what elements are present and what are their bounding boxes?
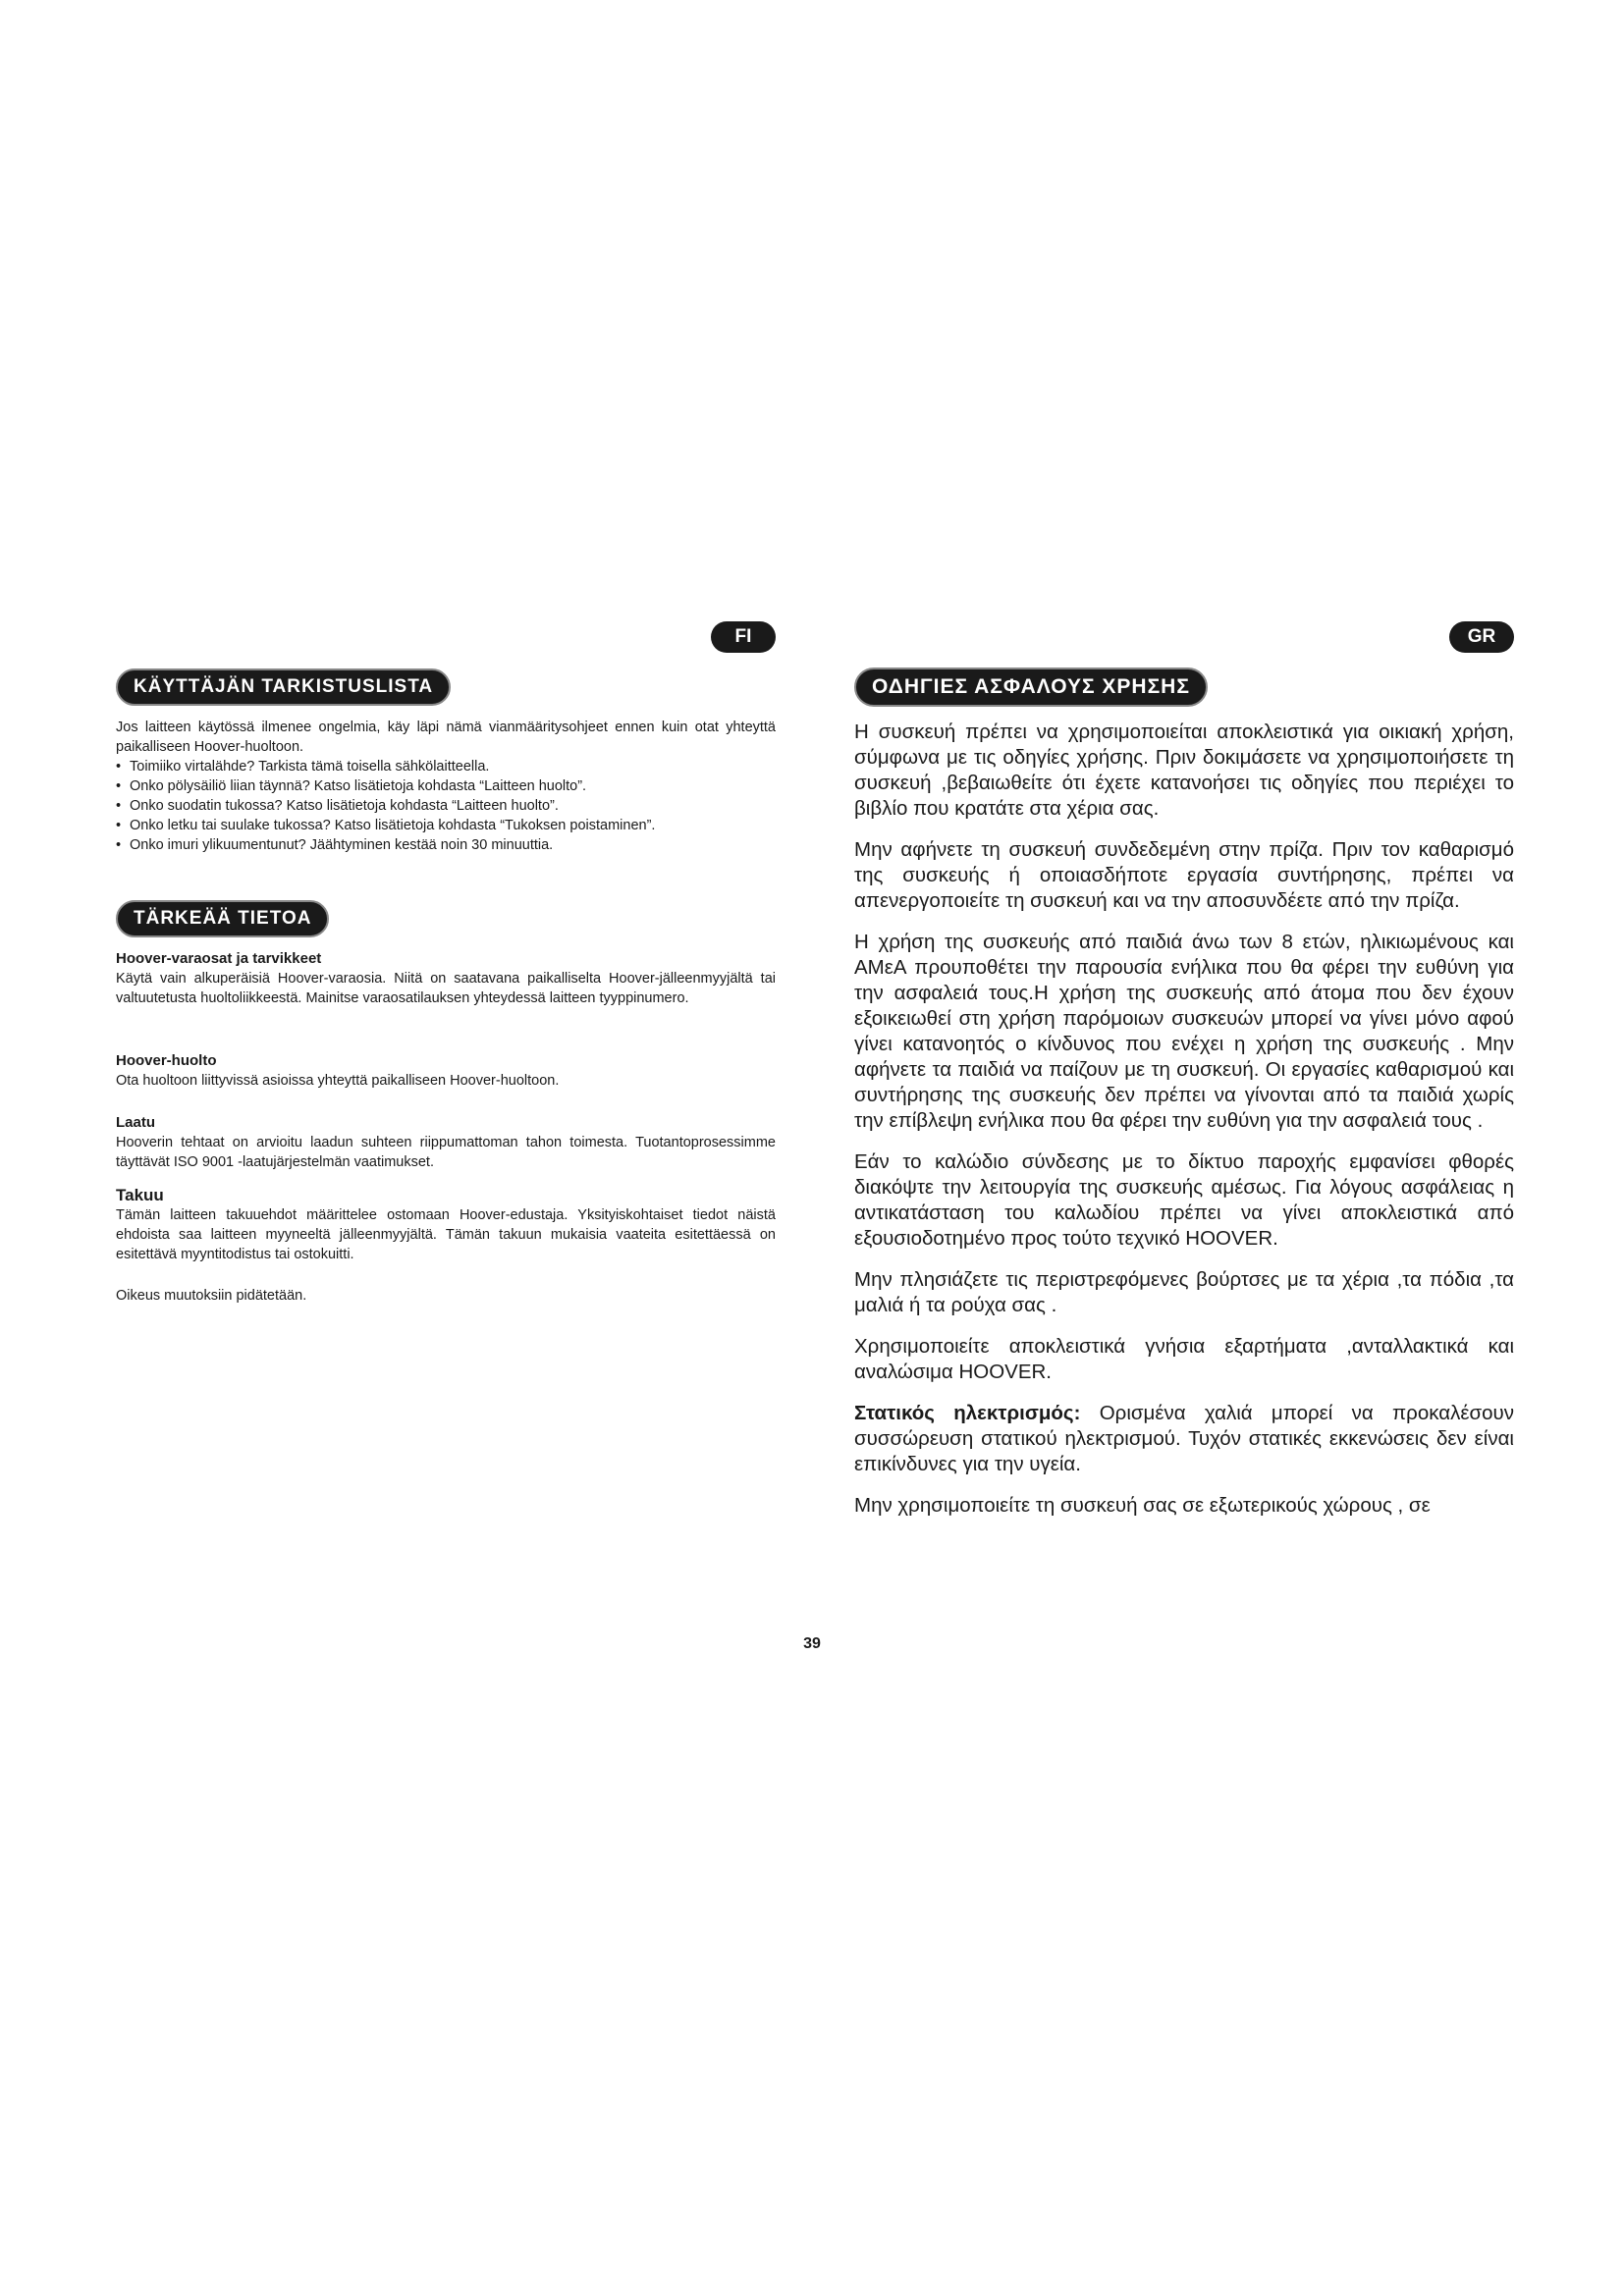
- safety-paragraph: Η συσκευή πρέπει να χρησιμοποιείται αποκλειστικά για οικιακή χρήση, σύμφωνα με τις οδηγίες χρήσης. Πριν δοκιμάσετε να χρησιμοποιήσετε τη συσκευή ,βεβαιωθείτε ότι έχετε κατανοήσει τις οδηγίες που περιέχει το βιβλίο που κρατάτε στα χέρια σας.: [854, 721, 1514, 820]
- warranty-heading: Takuu: [116, 1186, 164, 1204]
- checklist-item: • Toimiiko virtalähde? Tarkista tämä toisella sähkölaitteella.: [116, 757, 776, 776]
- checklist-list: [116, 757, 776, 855]
- quality-section: [116, 1113, 776, 1172]
- important-info-title: TÄRKEÄÄ TIETOA: [116, 900, 329, 937]
- checklist-item: • Onko pölysäiliö liian täynnä? Katso lisätietoja kohdasta “Laitteen huolto”.: [116, 776, 776, 796]
- warranty-section: [116, 1186, 776, 1264]
- checklist-item: • Onko imuri ylikuumentunut? Jäähtyminen kestää noin 30 minuuttia.: [116, 835, 776, 855]
- quality-heading: Laatu: [116, 1114, 156, 1131]
- safety-paragraph: Η χρήση της συσκευής από παιδιά άνω των 8 ετών, ηλικιωμένους και ΑΜεΑ προυποθέτει την παρουσία ενήλικα που θα φέρει την ευθύνη για την ασφαλειά τους.Η χρήση της συσκευής από άτομα που δεν έχουν εξοικειωθεί στη χρήση παρόμοιων συσκευών μπορεί να γίνει μόνο αφού γίνει κατανοητός ο κίνδυνος που ενέχει η χρήση της συσκευής . Μην αφήνετε τα παιδιά να παίζουν με τη συσκευή. Οι εργασίες καθαρισμού και συντήρησης της συσκευής δεν πρέπει να γίνονται από τα παιδιά χωρίς την επίβλεψη ενήλικα που θα φέρει την ευθύνη για την ασφαλειά τους .: [854, 931, 1514, 1132]
- rights-reserved-text: Oikeus muutoksiin pidätetään.: [116, 1288, 307, 1304]
- language-badge-gr: GR: [1449, 621, 1514, 653]
- language-badge-fi: FI: [711, 621, 776, 653]
- quality-body: Hooverin tehtaat on arvioitu laadun suhteen riippumattoman tahon toimesta. Tuotantoprosessimme täyttävät ISO 9001 -laatujärjestelmän vaatimukset.: [116, 1135, 776, 1170]
- page-number: 39: [803, 1635, 821, 1652]
- safety-paragraph: Μην πλησιάζετε τις περιστρεφόμενες βούρτσες με τα χέρια ,τα πόδια ,τα μαλιά ή τα ρούχα σας .: [854, 1268, 1514, 1316]
- static-electricity-label: Στατικός ηλεκτρισμός:: [854, 1402, 1081, 1424]
- safety-paragraph: Χρησιμοποιείτε αποκλειστικά γνήσια εξαρτήματα ,ανταλλακτικά και αναλώσιμα HOOVER.: [854, 1335, 1514, 1383]
- safety-paragraph: Εάν το καλώδιο σύνδεσης με το δίκτυο παροχής εμφανίσει φθορές διακόψτε την λειτουργία της συσκευής αμέσως. Για λόγους ασφάλειας η αντικατάσταση του καλωδίου πρέπει να γίνει αποκλειστικά από εξουσιοδοτημένο προς τούτο τεχνικό HOOVER.: [854, 1150, 1514, 1250]
- service-section: [116, 1051, 776, 1091]
- service-body: Ota huoltoon liittyvissä asioissa yhteyttä paikalliseen Hoover-huoltoon.: [116, 1073, 560, 1089]
- safety-title: ΟΔΗΓΙΕΣ ΑΣΦΑΛΟΥΣ ΧΡΗΣΗΣ: [854, 667, 1208, 707]
- rights-reserved-note: [116, 1286, 776, 1306]
- checklist-title: KÄYTTÄJÄN TARKISTUSLISTA: [116, 668, 451, 706]
- outdoor-use-paragraph: Μην χρησιμοποιείτε τη συσκευή σας σε εξωτερικούς χώρους , σε: [854, 1494, 1431, 1517]
- checklist-intro: Jos laitteen käytössä ilmenee ongelmia, käy läpi nämä vianmääritysohjeet ennen kuin otat yhteyttä paikalliseen Hoover-huoltoon.: [116, 720, 776, 755]
- safety-paragraph: Μην αφήνετε τη συσκευή συνδεδεμένη στην πρίζα. Πριν τον καθαρισμό της συσκευής ή οποιασδήποτε εργασία συντήρησης, πρέπει να απενεργοποιείτε τη συσκευή και να την αποσυνδέετε από την πρίζα.: [854, 838, 1514, 912]
- spare-parts-body: Käytä vain alkuperäisiä Hoover-varaosia. Niitä on saatavana paikalliselta Hoover-jälleenmyyjältä tai valtuutetusta huoltoliikkeestä. Mainitse varaosatilauksen yhteydessä laitteen tyyppinumero.: [116, 971, 776, 1006]
- checklist-item: • Onko suodatin tukossa? Katso lisätietoja kohdasta “Laitteen huolto”.: [116, 796, 776, 816]
- warranty-body: Tämän laitteen takuuehdot määrittelee ostomaan Hoover-edustaja. Yksityiskohtaiset tiedot näistä ehdoista saa laitteen myyneeltä jälleenmyyjältä. Tämän takuun mukaisia vaateita esitettäessä on esitettävä myyntitodistus tai ostokuitti.: [116, 1207, 776, 1262]
- checklist-block: [116, 718, 776, 855]
- static-electricity-body: Ορισμένα χαλιά μπορεί να προκαλέσουν συσσώρευση στατικού ηλεκτρισμού. Τυχόν στατικές εκκενώσεις δεν είναι επικίνδυνες για την υγεία.: [854, 1402, 1514, 1475]
- spare-parts-heading: Hoover-varaosat ja tarvikkeet: [116, 950, 322, 967]
- service-heading: Hoover-huolto: [116, 1052, 217, 1069]
- static-electricity-paragraph: [854, 1401, 1514, 1477]
- spare-parts-section: [116, 949, 776, 1008]
- safety-text: [854, 720, 1514, 1534]
- checklist-item: • Onko letku tai suulake tukossa? Katso lisätietoja kohdasta “Tukoksen poistaminen”.: [116, 816, 776, 835]
